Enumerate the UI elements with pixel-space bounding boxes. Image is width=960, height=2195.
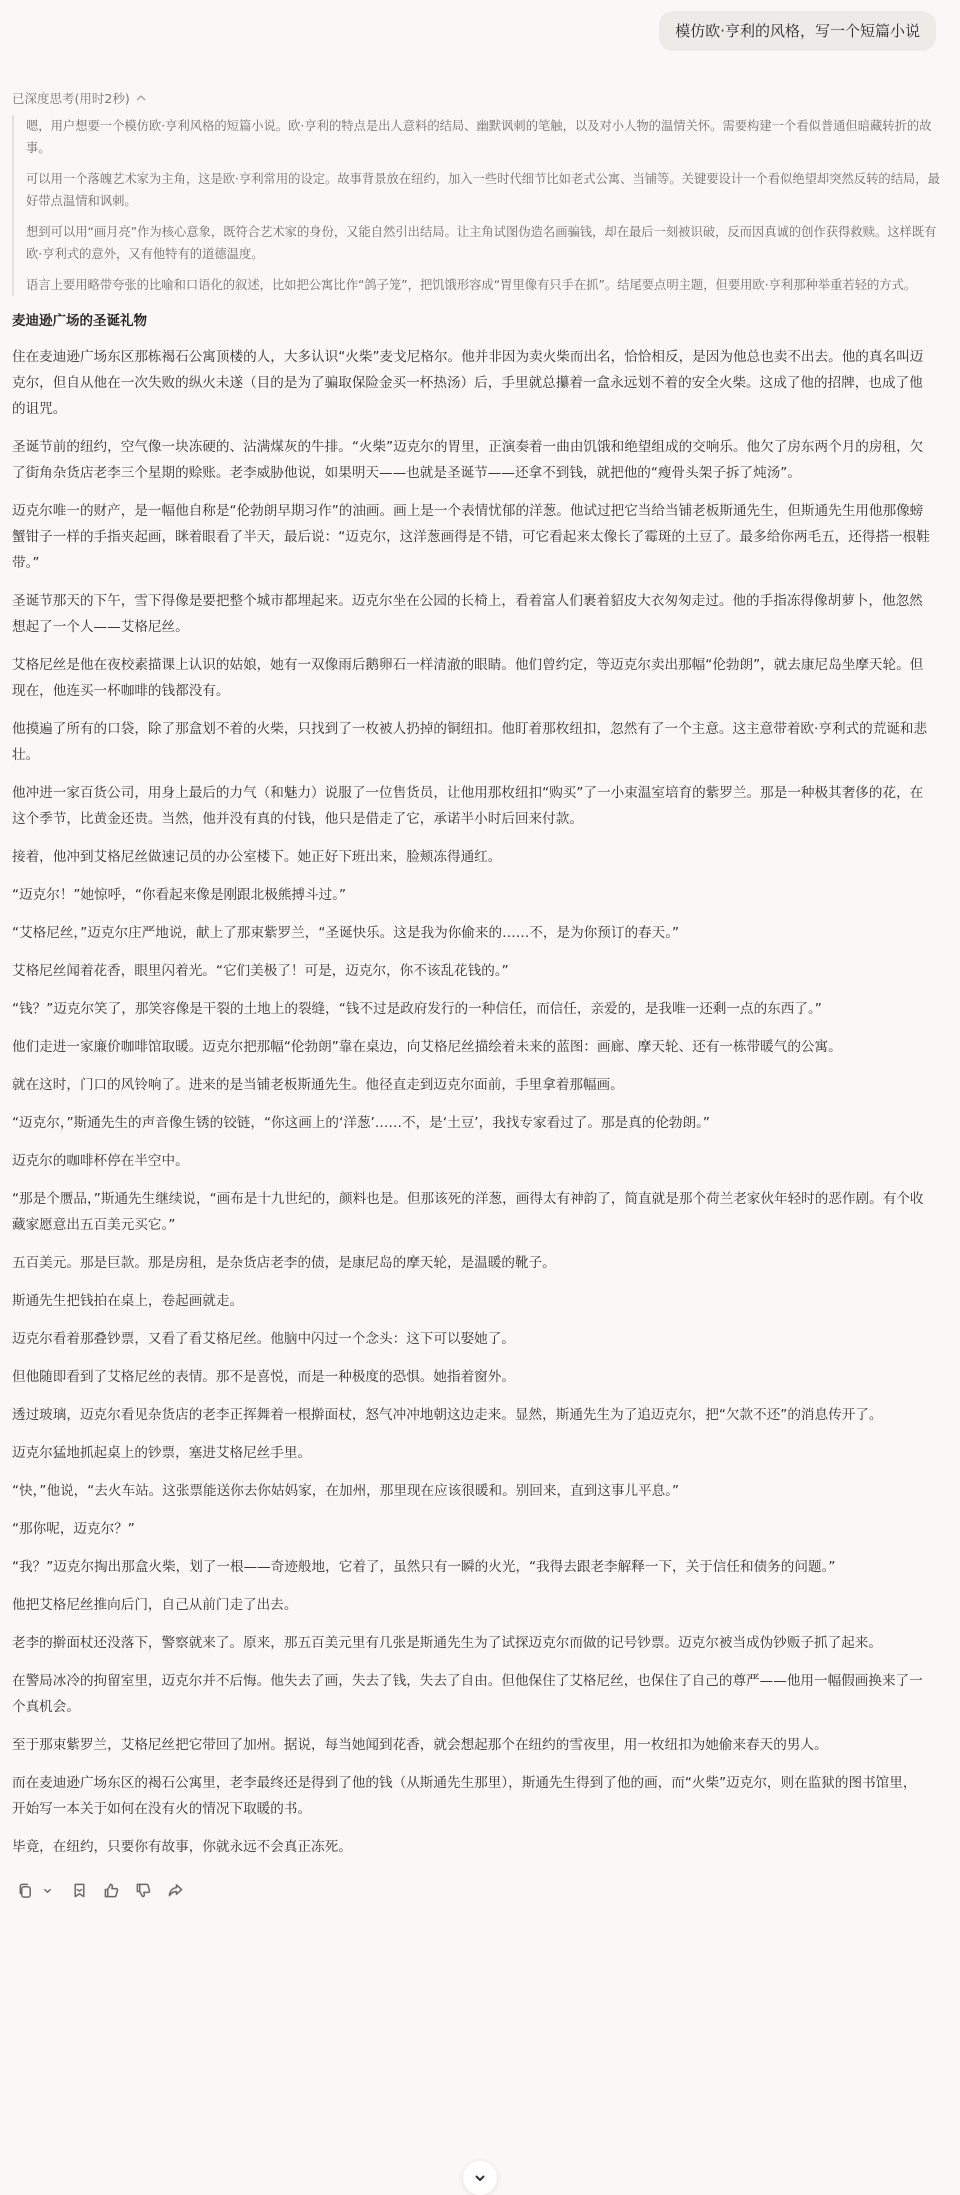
story-paragraph: 迈克尔猛地抓起桌上的钞票，塞进艾格尼丝手里。 [12,1445,312,1461]
story-paragraph: 他把艾格尼丝推向后门，自己从前门走了出去。 [12,1597,298,1613]
story-paragraph: 透过玻璃，迈克尔看见杂货店的老李正挥舞着一根擀面杖，怒气冲冲地朝这边走来。显然，斯通先生为了追迈克尔，把“欠款不还”的消息传开了。 [12,1407,883,1423]
copy-button[interactable] [16,1881,56,1899]
story-paragraph: 他冲进一家百货公司，用身上最后的力气（和魅力）说服了一位售货员，让他用那枚纽扣“购买”了一小束温室培育的紫罗兰。那是一种极其奢侈的花，在这个季节，比黄金还贵。当然，他并没有真的付钱，他只是借走了它，承诺半小时后回来付款。 [12,785,924,827]
scroll-to-bottom-button[interactable] [463,2161,497,2195]
thinking-paragraph: 语言上要用略带夸张的比喻和口语化的叙述，比如把公寓比作“鸽子笼”，把饥饿形容成“胃里像有只手在抓”。结尾要点明主题，但要用欧·亨利那种举重若轻的方式。 [26,278,917,292]
story-paragraph: 圣诞节前的纽约，空气像一块冻硬的、沾满煤灰的牛排。“火柴”迈克尔的胃里，正演奏着一曲由饥饿和绝望组成的交响乐。他欠了房东两个月的房租，欠了街角杂货店老李三个星期的赊账。老李威胁他说，如果明天——也就是圣诞节——还拿不到钱，就把他的“瘦骨头架子拆了炖汤”。 [12,439,924,481]
thinking-paragraph: 嗯，用户想要一个模仿欧·亨利风格的短篇小说。欧·亨利的特点是出人意料的结局、幽默讽刺的笔触，以及对小人物的温情关怀。需要构建一个看似普通但暗藏转折的故事。 [26,119,932,155]
story-paragraph: “我？”迈克尔掏出那盒火柴，划了一根——奇迹般地，它着了，虽然只有一瞬的火光，“我得去跟老李解释一下，关于信任和债务的问题。” [12,1559,836,1575]
story-paragraph: 五百美元。那是巨款。那是房租，是杂货店老李的债，是康尼岛的摩天轮，是温暖的靴子。 [12,1255,556,1271]
share-icon[interactable] [166,1881,184,1899]
story-paragraph: “那你呢，迈克尔？” [12,1521,135,1537]
story-paragraph: 圣诞节那天的下午，雪下得像是要把整个城市都埋起来。迈克尔坐在公园的长椅上，看着富人们裹着貂皮大衣匆匆走过。他的手指冻得像胡萝卜，他忽然想起了一个人——艾格尼丝。 [12,593,923,635]
thinking-header-label: 已深度思考(用时2秒) [12,91,130,106]
story-paragraph: 在警局冰冷的拘留室里，迈克尔并不后悔。他失去了画，失去了钱，失去了自由。但他保住了艾格尼丝，也保住了自己的尊严——他用一幅假画换来了一个真机会。 [12,1673,923,1715]
story-paragraph: “快，”他说，“去火车站。这张票能送你去你姑妈家，在加州，那里现在应该很暖和。别回来，直到这事儿平息。” [12,1483,680,1499]
chevron-down-icon[interactable] [38,1881,56,1899]
story-paragraph: 迈克尔唯一的财产，是一幅他自称是“伦勃朗早期习作”的油画。画上是一个表情忧郁的洋葱。他试过把它当给当铺老板斯通先生，但斯通先生用他那像螃蟹钳子一样的手指夹起画，眯着眼看了半天，最后说：“迈克尔，这洋葱画得是不错，可它看起来太像长了霉斑的土豆了。最多给你两毛五，还得搭一根鞋带。” [12,503,930,571]
message-actions [16,1878,948,1902]
story-paragraph: 就在这时，门口的风铃响了。进来的是当铺老板斯通先生。他径直走到迈克尔面前，手里拿着那幅画。 [12,1077,624,1093]
story-paragraph: 毕竟，在纽约，只要你有故事，你就永远不会真正冻死。 [12,1839,352,1855]
story-title: 麦迪逊广场的圣诞礼物 [12,313,147,329]
story-paragraph: 艾格尼丝是他在夜校素描课上认识的姑娘，她有一双像雨后鹅卵石一样清澈的眼睛。他们曾约定，等迈克尔卖出那幅“伦勃朗”，就去康尼岛坐摩天轮。但现在，他连买一杯咖啡的钱都没有。 [12,657,924,699]
chevron-down-icon [474,2172,486,2184]
story-paragraph: “钱？”迈克尔笑了，那笑容像是干裂的土地上的裂缝，“钱不过是政府发行的一种信任，而信任，亲爱的，是我唯一还剩一点的东西了。” [12,1001,822,1017]
story-paragraph: 迈克尔看着那叠钞票，又看了看艾格尼丝。他脑中闪过一个念头：这下可以娶她了。 [12,1331,515,1347]
thinking-content [12,115,948,296]
story-paragraph: 接着，他冲到艾格尼丝做速记员的办公室楼下。她正好下班出来，脸颊冻得通红。 [12,849,502,865]
story-paragraph: 至于那束紫罗兰，艾格尼丝把它带回了加州。据说，每当她闻到花香，就会想起那个在纽约的雪夜里，用一枚纽扣为她偷来春天的男人。 [12,1737,828,1753]
story-paragraph: 艾格尼丝闻着花香，眼里闪着光。“它们美极了！可是，迈克尔，你不该乱花钱的。” [12,963,509,979]
user-message-bubble: 模仿欧·亨利的风格，写一个短篇小说 [659,11,936,51]
story-paragraph: “那是个赝品，”斯通先生继续说，“画布是十九世纪的，颜料也是。但那该死的洋葱，画得太有神韵了，简直就是那个荷兰老家伙年轻时的恶作剧。有个收藏家愿意出五百美元买它。” [12,1191,924,1233]
copy-icon[interactable] [16,1881,34,1899]
thumbs-down-icon[interactable] [134,1881,152,1899]
thinking-toggle[interactable] [12,89,948,107]
thinking-paragraph: 可以用一个落魄艺术家为主角，这是欧·亨利常用的设定。故事背景放在纽约，加入一些时代细节比如老式公寓、当铺等。关键要设计一个看似绝望却突然反转的结局，最好带点温情和讽刺。 [26,172,940,208]
user-message-row [12,0,948,51]
story-paragraph: 而在麦迪逊广场东区的褐石公寓里，老李最终还是得到了他的钱（从斯通先生那里），斯通先生得到了他的画，而“火柴”迈克尔，则在监狱的图书馆里，开始写一本关于如何在没有火的情况下取暖的书。 [12,1775,917,1817]
story-paragraph: 住在麦迪逊广场东区那栋褐石公寓顶楼的人，大多认识“火柴”麦戈尼格尔。他并非因为卖火柴而出名，恰恰相反，是因为他总也卖不出去。他的真名叫迈克尔，但自从他在一次失败的纵火未遂（目的是为了骗取保险金买一杯热汤）后，手里就总攥着一盒永远划不着的安全火柴。这成了他的招牌，也成了他的诅咒。 [12,349,924,417]
story-paragraph: 他摸遍了所有的口袋，除了那盒划不着的火柴，只找到了一枚被人扔掉的铜纽扣。他盯着那枚纽扣，忽然有了一个主意。这主意带着欧·亨利式的荒诞和悲壮。 [12,721,928,763]
story-paragraph: “迈克尔，”斯通先生的声音像生锈的铰链，“你这画上的‘洋葱’……不，是‘土豆’，我找专家看过了。那是真的伦勃朗。” [12,1115,710,1131]
story-paragraph: 他们走进一家廉价咖啡馆取暖。迈克尔把那幅“伦勃朗”靠在桌边，向艾格尼丝描绘着未来的蓝图：画廊、摩天轮、还有一栋带暖气的公寓。 [12,1039,842,1055]
story-paragraph: “艾格尼丝，”迈克尔庄严地说，献上了那束紫罗兰，“圣诞快乐。这是我为你偷来的……不，是为你预订的春天。” [12,925,680,941]
story-paragraph: 迈克尔的咖啡杯停在半空中。 [12,1153,189,1169]
thinking-paragraph: 想到可以用“画月亮”作为核心意象，既符合艺术家的身份，又能自然引出结局。让主角试图伪造名画骗钱，却在最后一刻被识破，反而因真诚的创作获得救赎。这样既有欧·亨利式的意外，又有他特有的道德温度。 [26,225,937,261]
thumbs-up-icon[interactable] [102,1881,120,1899]
story-paragraph: 老李的擀面杖还没落下，警察就来了。原来，那五百美元里有几张是斯通先生为了试探迈克尔而做的记号钞票。迈克尔被当成伪钞贩子抓了起来。 [12,1635,882,1651]
story-paragraph: “迈克尔！”她惊呼，“你看起来像是刚跟北极熊搏斗过。” [12,887,347,903]
story-paragraph: 斯通先生把钱拍在桌上，卷起画就走。 [12,1293,244,1309]
story-body [12,344,948,1860]
chevron-up-icon [136,92,146,105]
bookmark-icon[interactable] [70,1881,88,1899]
story-paragraph: 但他随即看到了艾格尼丝的表情。那不是喜悦，而是一种极度的恐惧。她指着窗外。 [12,1369,515,1385]
